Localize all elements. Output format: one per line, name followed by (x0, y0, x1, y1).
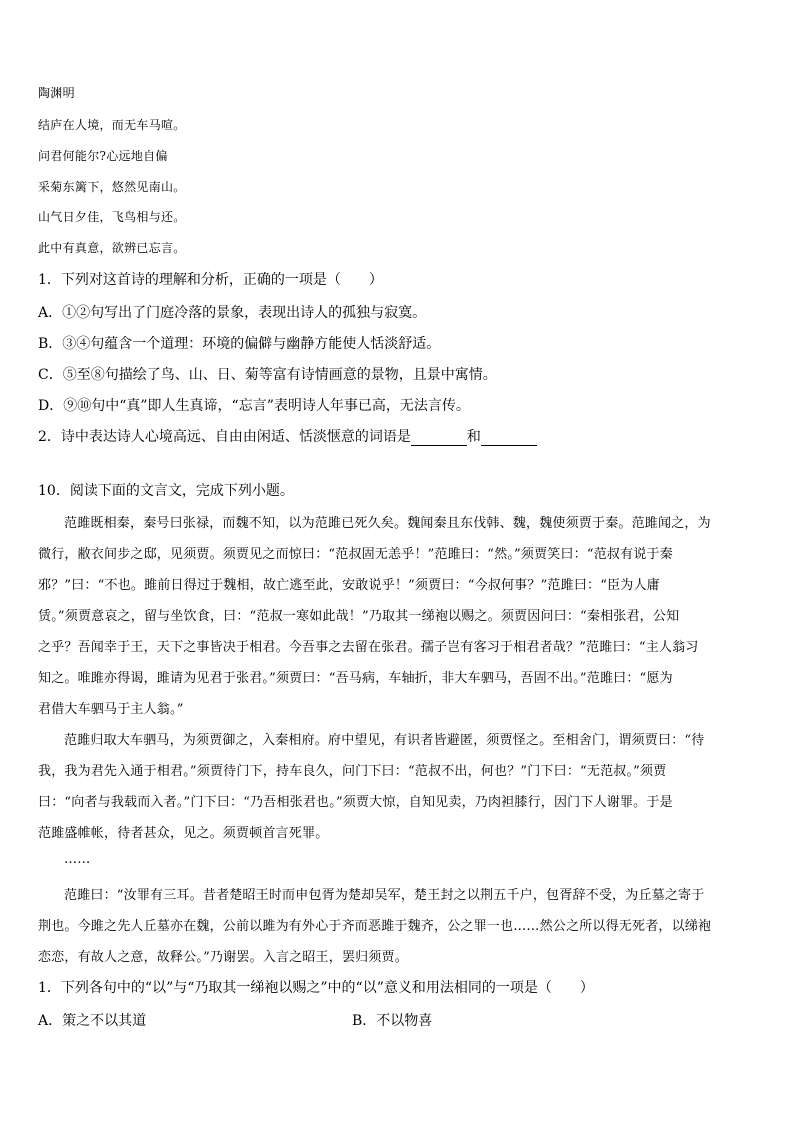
passage-line: 曰：“向者与我载而入者。”门下曰：“乃吾相张君也。”须贾大惊，自知见卖，乃肉袒膝行，因门下人谢罪。于是 (38, 795, 673, 810)
option-b: B．不以物喜 (352, 1013, 433, 1029)
option-c: C．⑤至⑧句描绘了鸟、山、日、菊等富有诗情画意的景物，且景中寓情。 (38, 367, 497, 383)
answer-blank-1[interactable] (411, 431, 467, 446)
option-d: D．⑨⑩句中“真”即人生真谛，“忘言”表明诗人年事已高，无法言传。 (38, 398, 470, 414)
section-10-options (38, 1010, 738, 1030)
option-a: A．策之不以其道 (38, 1013, 147, 1029)
section-10-question-1: 1．下列各句中的“以”与“乃取其一绨袍以赐之”中的“以”意义和用法相同的一项是（ ） (38, 980, 594, 996)
poem-author: 陶渊明 (38, 86, 75, 100)
passage-line: 范雎归取大车驷马，为须贾御之，入秦相府。府中望见，有识者皆避匿，须贾怪之。至相舍门，谓须贾曰：“待 (64, 733, 705, 748)
poem-line: 结庐在人境，而无车马喧。 (38, 118, 186, 132)
poem-line: 此中有真意，欲辨已忘言。 (38, 241, 186, 255)
poem-line: 山气日夕佳，飞鸟相与还。 (38, 210, 186, 224)
passage-line: 范雎曰：“汝罪有三耳。昔者楚昭王时而申包胥为楚却吴军，楚王封之以荆五千户，包胥辞不受，为丘墓之寄于 (64, 888, 705, 903)
passage-line: 我，我为君先入通于相君。”须贾待门下，持车良久，问门下曰：“范叔不出，何也？”门下曰：“无范叔。”须贾 (38, 764, 667, 779)
passage-line: 知之。唯雎亦得谒，雎请为见君于张君。”须贾曰：“吾马病，车轴折，非大车驷马，吾固不出。”范雎曰：“愿为 (38, 671, 673, 686)
section-10-heading: 10．阅读下面的文言文，完成下列小题。 (38, 483, 294, 499)
passage-line: 君借大车驷马于主人翁。” (38, 702, 184, 717)
question-2 (38, 426, 537, 446)
passage-line: 荆也。今雎之先人丘墓亦在魏，公前以雎为有外心于齐而恶雎于魏齐，公之罪一也……然公之所以得无死者，以绨袍 (38, 919, 712, 934)
passage-line: 微行，敝衣间步之邸，见须贾。须贾见之而惊曰：“范叔固无恙乎！”范雎曰：“然。”须贾笑曰：“范叔有说于秦 (38, 547, 673, 562)
passage-line: 赁。”须贾意哀之，留与坐饮食，曰：“范叔一寒如此哉！”乃取其一绨袍以赐之。须贾因问曰：“秦相张君，公知 (38, 609, 680, 624)
answer-blank-2[interactable] (481, 431, 537, 446)
option-b: B．③④句蕴含一个道理：环境的偏僻与幽静方能使人恬淡舒适。 (38, 336, 441, 352)
question-1: 1．下列对这首诗的理解和分析，正确的一项是（ ） (38, 272, 383, 288)
passage-line: 范雎盛帷帐，待者甚众，见之。须贾顿首言死罪。 (38, 826, 329, 841)
passage-line: 之乎？吾闻幸于王，天下之事皆决于相君。今吾事之去留在张君。孺子岂有客习于相君者哉？”范雎曰：“主人翁习 (38, 640, 699, 655)
passage-line: 恋恋，有故人之意，故释公。”乃谢罢。入言之昭王，罢归须贾。 (38, 950, 408, 965)
passage-line: 邪？”曰：“不也。雎前日得过于魏相，故亡逃至此，安敢说乎！”须贾曰：“今叔何事？”范雎曰：“臣为人庸 (38, 578, 660, 593)
question-2-and: 和 (466, 429, 481, 445)
option-a: A．①②句写出了门庭冷落的景象，表现出诗人的孤独与寂寞。 (38, 305, 427, 321)
poem-line: 采菊东篱下，悠然见南山。 (38, 180, 186, 194)
poem-line: 问君何能尔?心远地自偏 (38, 149, 168, 163)
question-2-text: 2．诗中表达诗人心境高远、自由由闲适、恬淡惬意的词语是 (38, 429, 411, 445)
passage-ellipsis: …… (64, 852, 91, 867)
passage-line: 范雎既相秦，秦号曰张禄，而魏不知，以为范雎已死久矣。魏闻秦且东伐韩、魏，魏使须贾于秦。范雎闻之，为 (64, 516, 711, 531)
